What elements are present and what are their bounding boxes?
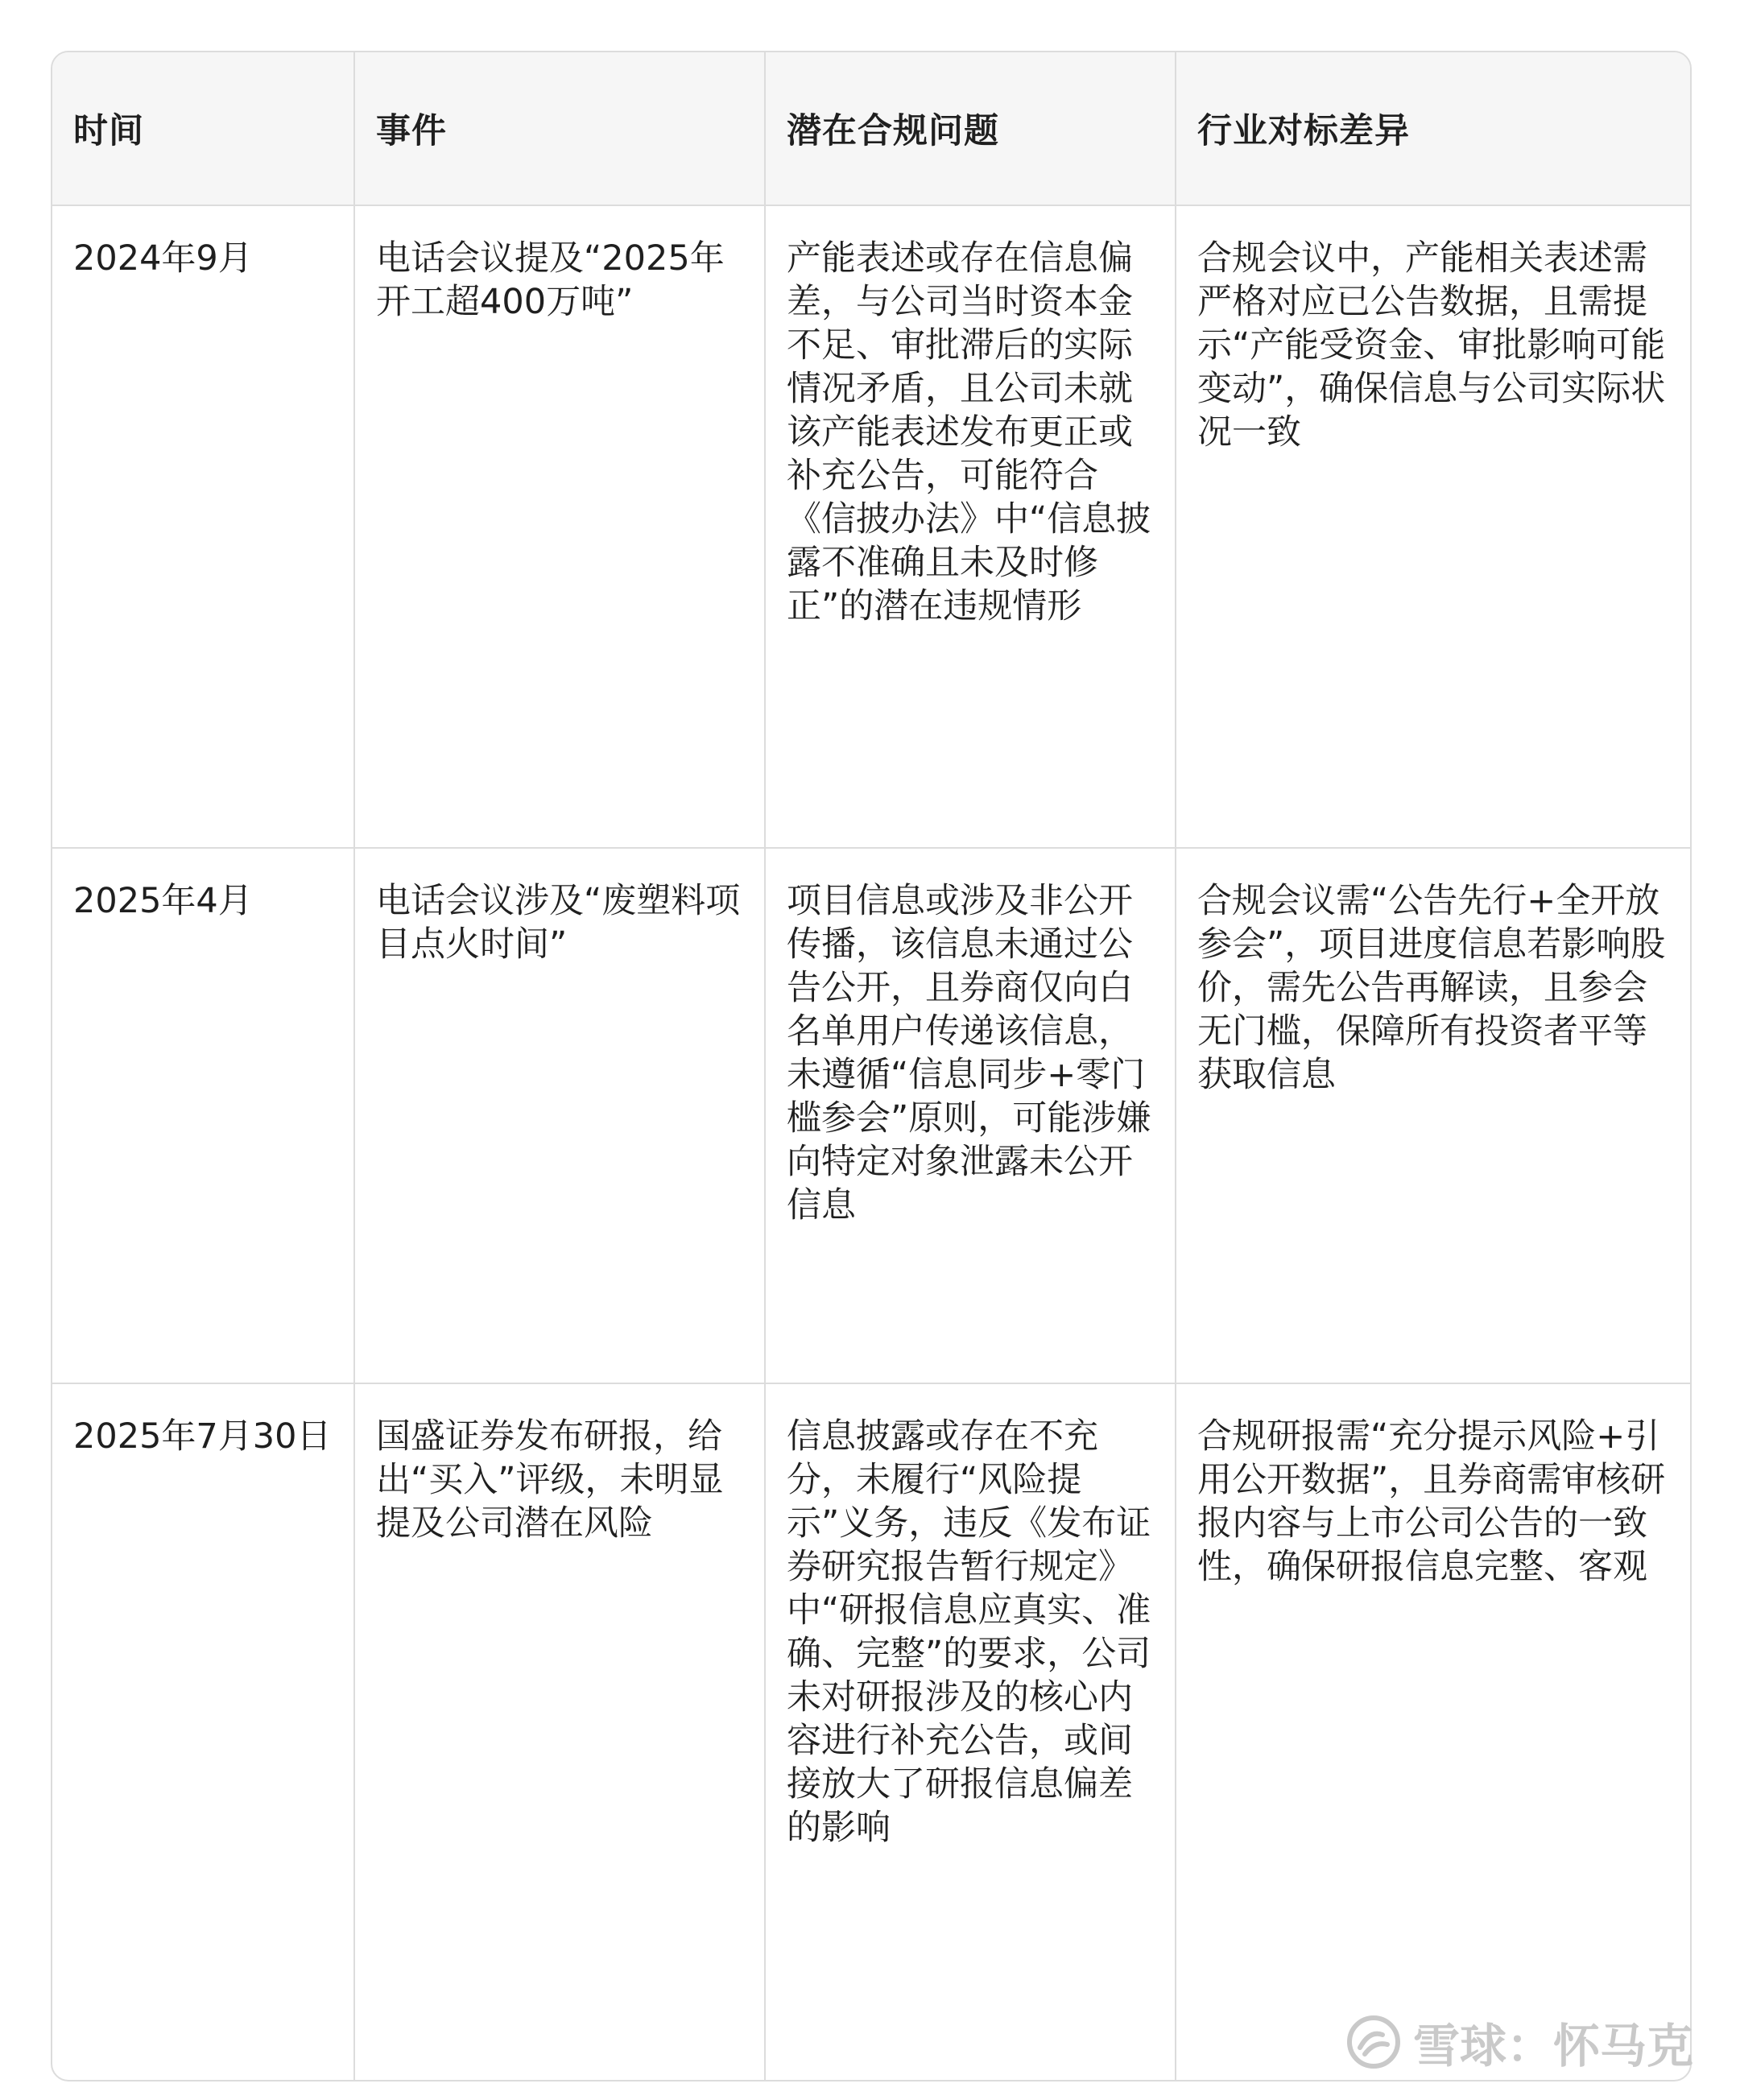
compliance-table-container [51,51,1692,2081]
cell-time: 2025年4月 [52,848,354,1383]
watermark-text: 雪球：怀马克 [1412,2019,1693,2073]
cell-benchmark: 合规研报需“充分提示风险+引用公开数据”，且券商需审核研报内容与上市公司公告的一致性，确保研报信息完整、客观 [1197,1416,1666,1587]
header-industry-benchmark: 行业对标差异 [1176,52,1690,205]
table-header-row [52,52,1690,205]
table-row [52,848,1690,1383]
cell-benchmark: 合规会议需“公告先行+全开放参会”，项目进度信息若影响股价，需先公告再解读，且参会无门槛，保障所有投资者平等获取信息 [1176,848,1690,1383]
cell-benchmark: 合规会议中，产能相关表述需严格对应已公告数据，且需提示“产能受资金、审批影响可能变动”，确保信息与公司实际状况一致 [1176,205,1690,848]
cell-event: 电话会议提及“2025年开工超400万吨” [354,205,765,848]
cell-event: 国盛证券发布研报，给出“买入”评级，未明显提及公司潜在风险 [354,1383,765,2080]
cell-issue: 产能表述或存在信息偏差，与公司当时资本金不足、审批滞后的实际情况矛盾，且公司未就该产能表述发布更正或补充公告，可能符合《信披办法》中“信息披露不准确且未及时修正”的潜在违规情形 [765,205,1176,848]
compliance-table [52,52,1690,2080]
cell-event: 电话会议涉及“废塑料项目点火时间” [354,848,765,1383]
cell-time: 2025年7月30日 [52,1383,354,2080]
header-compliance-issue: 潜在合规问题 [765,52,1176,205]
header-time: 时间 [52,52,354,205]
table-row [52,1383,1690,2080]
watermark [1345,2008,1693,2076]
snowball-logo-icon [1345,2014,1402,2070]
table-row [52,205,1690,848]
cell-time: 2024年9月 [52,205,354,848]
cell-issue: 信息披露或存在不充分，未履行“风险提示”义务，违反《发布证券研究报告暂行规定》中“研报信息应真实、准确、完整”的要求，公司未对研报涉及的核心内容进行补充公告，或间接放大了研报信息偏差的影响 [765,1383,1176,2080]
header-event: 事件 [354,52,765,205]
cell-issue: 项目信息或涉及非公开传播，该信息未通过公告公开，且券商仅向白名单用户传递该信息，未遵循“信息同步+零门槛参会”原则，可能涉嫌向特定对象泄露未公开信息 [765,848,1176,1383]
